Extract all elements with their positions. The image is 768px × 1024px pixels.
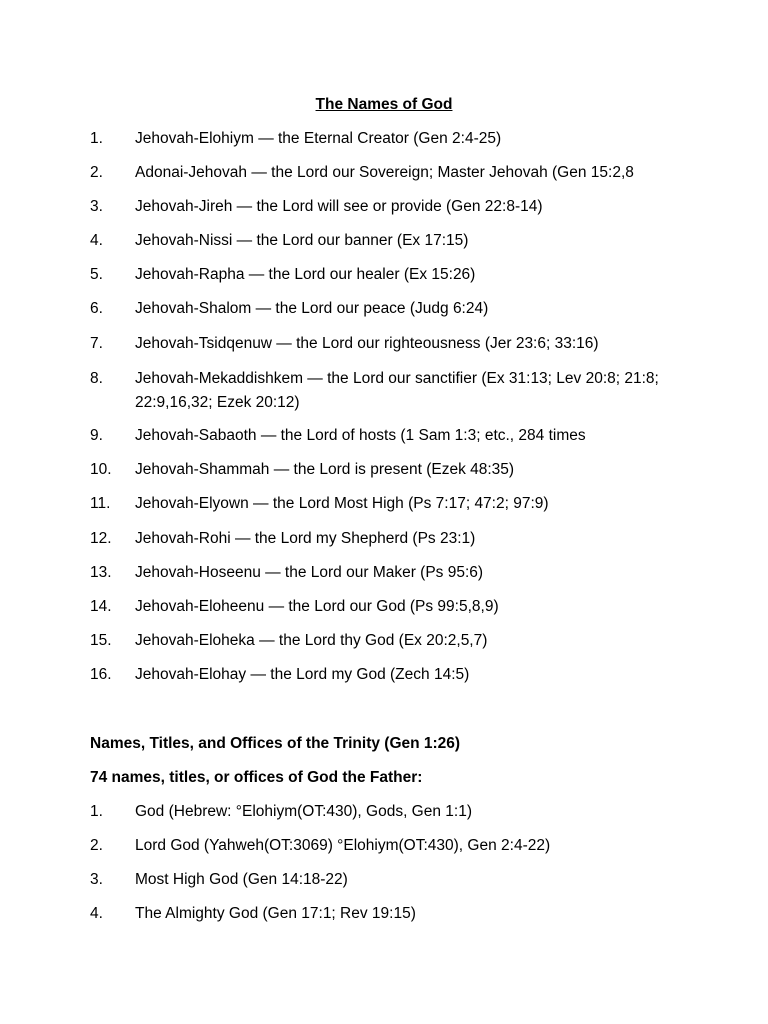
sub-heading: 74 names, titles, or offices of God the Father: <box>90 769 423 786</box>
list-item <box>90 800 690 824</box>
list-item <box>90 297 690 321</box>
list-item-number: 9. <box>90 427 103 444</box>
page-title: The Names of God <box>315 96 453 113</box>
list-item-text: Jehovah-Rapha — the Lord our healer (Ex 15:26) <box>135 266 476 283</box>
list-item-text: Jehovah-Eloheenu — the Lord our God (Ps 99:5,8,9) <box>135 598 499 615</box>
list-item <box>90 834 690 858</box>
list-item-text: Jehovah-Elohay — the Lord my God (Zech 14:5) <box>135 666 470 683</box>
list-item-text: Jehovah-Mekaddishkem — the Lord our sanctifier (Ex 31:13; Lev 20:8; 21:8; 22:9,16,32; Ezek 20:12) <box>135 370 659 411</box>
list-item-number: 4. <box>90 232 103 249</box>
list-item <box>90 561 690 585</box>
list-item-text: Jehovah-Shalom — the Lord our peace (Judg 6:24) <box>135 300 489 317</box>
list-item <box>90 527 690 551</box>
list-item <box>90 367 690 415</box>
list-item <box>90 458 690 482</box>
list-item <box>90 629 690 653</box>
list-item-text: God (Hebrew: °Elohiym(OT:430), Gods, Gen 1:1) <box>135 803 472 820</box>
list-item-number: 1. <box>90 803 103 820</box>
list-item-text: The Almighty God (Gen 17:1; Rev 19:15) <box>135 905 416 922</box>
list-item-number: 16. <box>90 666 112 683</box>
list-item <box>90 127 690 151</box>
list-item-number: 2. <box>90 837 103 854</box>
list-item-text: Jehovah-Elyown — the Lord Most High (Ps 7:17; 47:2; 97:9) <box>135 495 549 512</box>
list-item-text: Jehovah-Eloheka — the Lord thy God (Ex 20:2,5,7) <box>135 632 488 649</box>
list-item <box>90 868 690 892</box>
list-item-text: Jehovah-Hoseenu — the Lord our Maker (Ps 95:6) <box>135 564 484 581</box>
list-item-text: Adonai-Jehovah — the Lord our Sovereign; Master Jehovah (Gen 15:2,8 <box>135 164 634 181</box>
list-item-text: Jehovah-Shammah — the Lord is present (Ezek 48:35) <box>135 461 515 478</box>
list-item-number: 12. <box>90 530 112 547</box>
list-item-number: 14. <box>90 598 112 615</box>
list-item-text: Jehovah-Sabaoth — the Lord of hosts (1 Sam 1:3; etc., 284 times <box>135 427 586 444</box>
section-heading: Names, Titles, and Offices of the Trinity (Gen 1:26) <box>90 735 461 752</box>
list-item <box>90 424 690 448</box>
list-item-text: Most High God (Gen 14:18-22) <box>135 871 348 888</box>
list-item <box>90 595 690 619</box>
list-item-number: 1. <box>90 130 103 147</box>
list-item-number: 10. <box>90 461 112 478</box>
list-item-number: 2. <box>90 164 103 181</box>
list-item-text: Jehovah-Tsidqenuw — the Lord our righteousness (Jer 23:6; 33:16) <box>135 335 599 352</box>
list-item-number: 13. <box>90 564 112 581</box>
list-item-number: 15. <box>90 632 112 649</box>
list-item-number: 5. <box>90 266 103 283</box>
list-item <box>90 263 690 287</box>
list-item <box>90 195 690 219</box>
list-item-text: Jehovah-Nissi — the Lord our banner (Ex 17:15) <box>135 232 469 249</box>
list-item <box>90 229 690 253</box>
list-item-number: 8. <box>90 370 103 387</box>
list-item-number: 11. <box>90 495 111 512</box>
list-item <box>90 902 690 926</box>
list-item <box>90 663 690 687</box>
list-item <box>90 161 690 185</box>
list-item-number: 6. <box>90 300 103 317</box>
list-item-text: Lord God (Yahweh(OT:3069) °Elohiym(OT:430), Gen 2:4-22) <box>135 837 551 854</box>
list-item-number: 7. <box>90 335 103 352</box>
list-item <box>90 492 690 516</box>
list-item-number: 4. <box>90 905 103 922</box>
list-item-number: 3. <box>90 198 103 215</box>
list-item-number: 3. <box>90 871 103 888</box>
list-item <box>90 332 690 356</box>
list-item-text: Jehovah-Jireh — the Lord will see or provide (Gen 22:8-14) <box>135 198 543 215</box>
list-item-text: Jehovah-Elohiym — the Eternal Creator (Gen 2:4-25) <box>135 130 502 147</box>
list-item-text: Jehovah-Rohi — the Lord my Shepherd (Ps 23:1) <box>135 530 476 547</box>
